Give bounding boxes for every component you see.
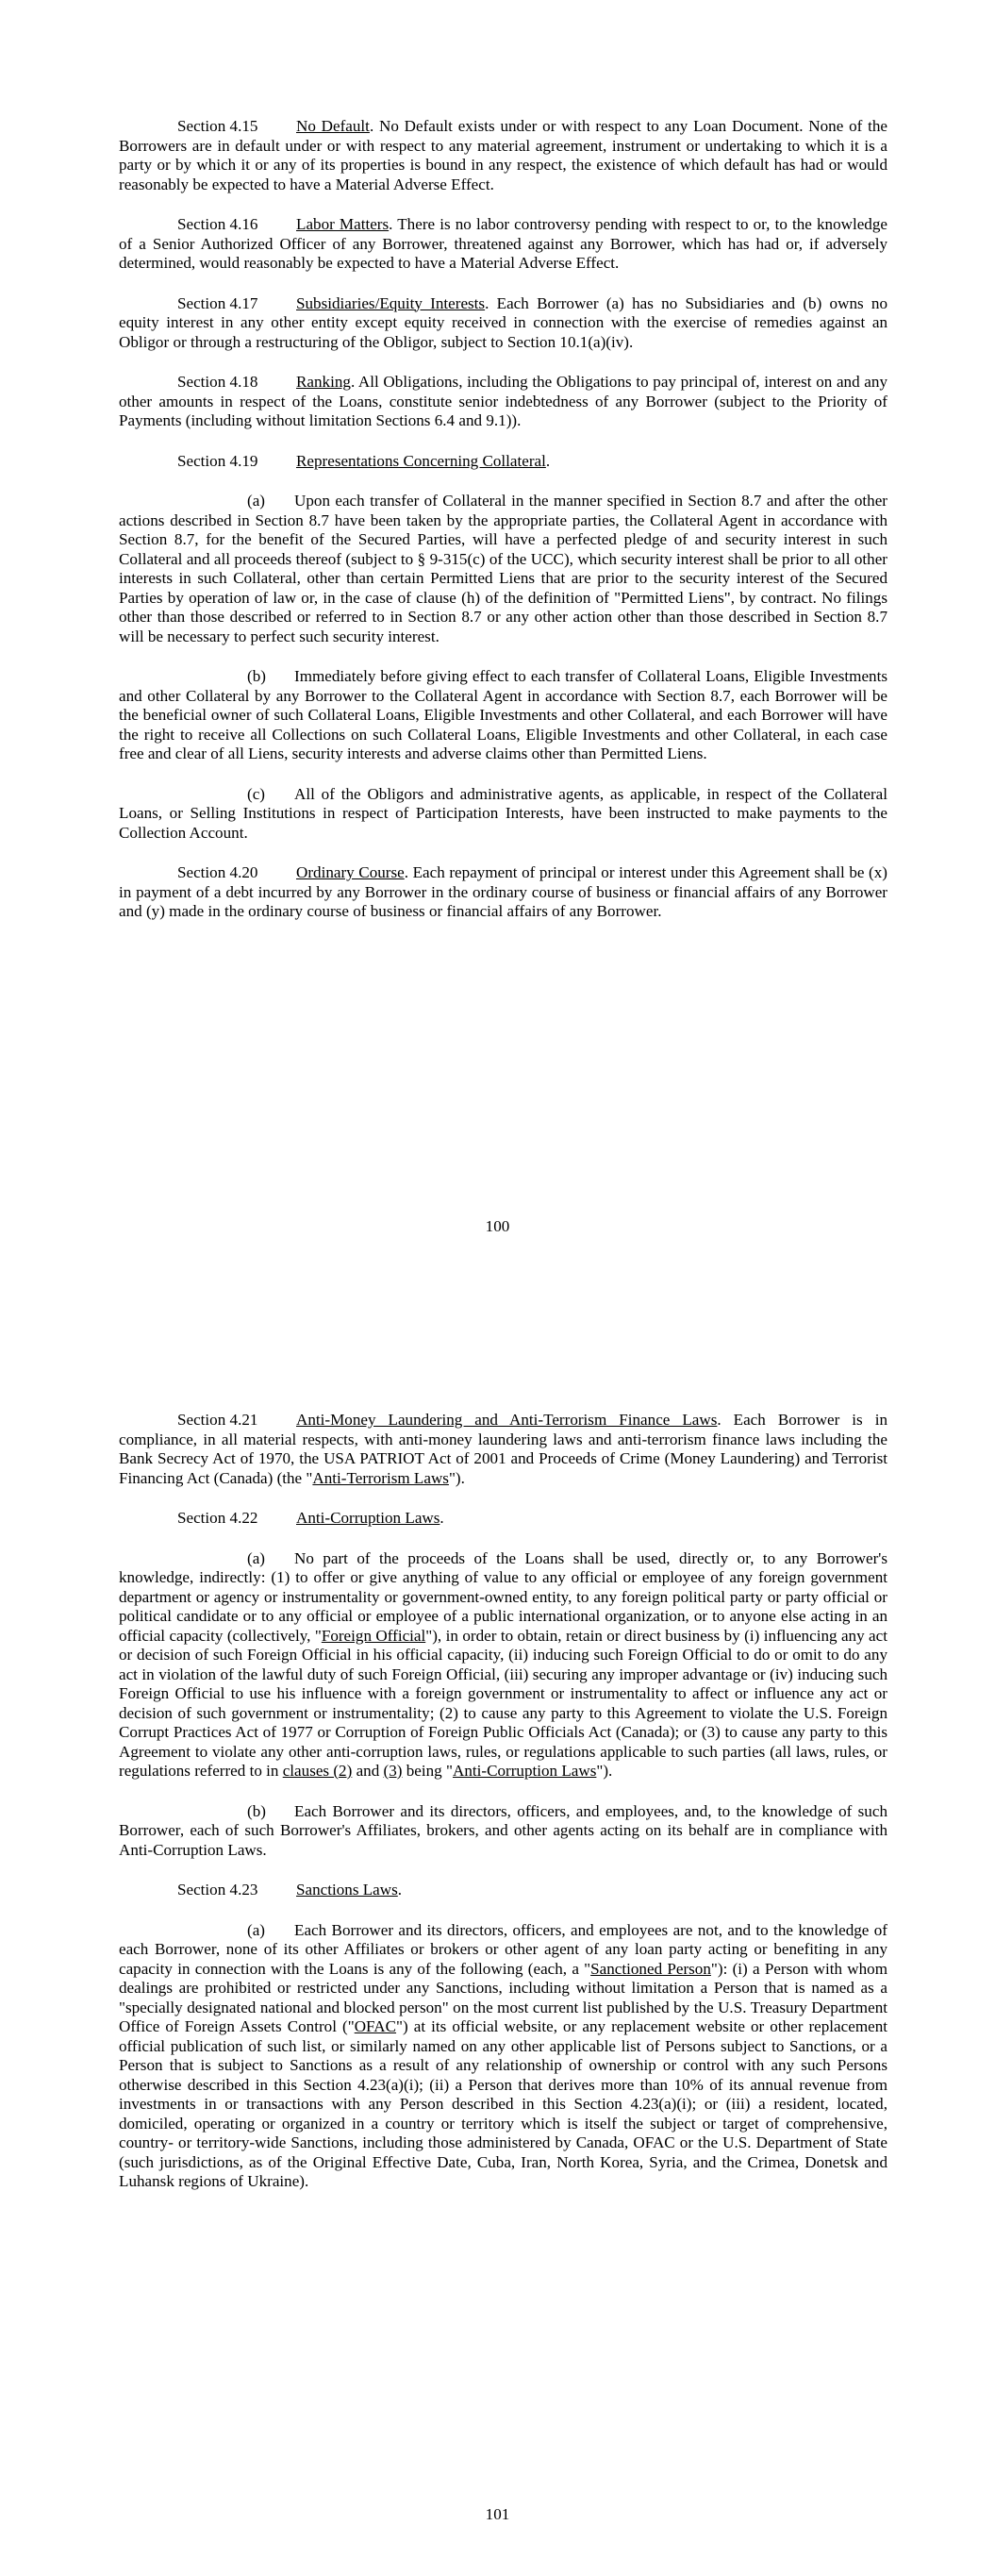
section-text: . Each Borrower is in compliance, in all material respects, with anti-money laundering laws and anti-terrorism finance laws including the Bank Secrecy Act of 1970, the USA PATRIOT Act of 2001 and Proceeds of Crime (Money Laundering) and Terrorist Financing Act (Canada) (the "	[119, 1411, 888, 1487]
section-4-23-heading	[119, 1881, 887, 1900]
defined-term: Anti-Corruption Laws	[452, 1762, 597, 1780]
section-4-15	[119, 117, 887, 194]
section-4-19-heading	[119, 452, 887, 472]
section-4-23-a	[119, 1921, 887, 2192]
clause-label: (a)	[247, 1920, 265, 1939]
clause-label: (c)	[247, 784, 265, 803]
defined-term: Anti-Terrorism Laws	[312, 1468, 449, 1487]
section-title: Ordinary Course	[296, 863, 405, 881]
section-4-19-a	[119, 492, 887, 646]
section-number: Section 4.16	[177, 215, 258, 233]
section-number: Section 4.22	[177, 1509, 258, 1527]
clause-text: Each Borrower and its directors, officers, and employees are not, and to the knowledge of each Borrower, none of its other Affiliates or brokers or other agent of any loan party acting or benefiting in any capacity in connection with the Loans is any of the following (each, a "	[119, 1920, 887, 1978]
section-title: Anti-Money Laundering and Anti-Terrorism Finance Laws	[296, 1411, 718, 1429]
clause-label: (a)	[247, 492, 265, 510]
section-number: Section 4.15	[177, 117, 258, 135]
section-4-20	[119, 863, 887, 922]
clause-reference: (3)	[383, 1762, 403, 1780]
defined-term: Foreign Official	[321, 1626, 426, 1645]
section-title-end: .	[439, 1509, 444, 1527]
section-4-22-b	[119, 1802, 887, 1861]
clause-text: No part of the proceeds of the Loans shall be used, directly or, to any Borrower's knowledge, indirectly: (1) to offer or give anything of value to any official or employee of any foreign government department or agency or instrumentality or government-owned entity, to any foreign political party or party official or political candidate or to any official or employee of a public international organization, or to anyone else acting in an official capacity (collectively, "	[119, 1548, 887, 1645]
section-title: Ranking	[296, 373, 351, 391]
clause-text: Each Borrower and its directors, officers, and employees, and, to the knowledge of such Borrower, each of such Borrower's Affiliates, brokers, and other agents acting on its behalf are in compliance with Anti-Corruption Laws.	[119, 1801, 887, 1859]
section-title: No Default	[296, 117, 370, 135]
clause-text: All of the Obligors and administrative agents, as applicable, in respect of the Collateral Loans, or Selling Institutions in respect of Participation Interests, have been instructed to make payments to the Collection Account.	[119, 784, 887, 842]
clause-label: (b)	[247, 1801, 266, 1820]
section-text: . There is no labor controversy pending with respect to or, to the knowledge of a Senior Authorized Officer of any Borrower, threatened against any Borrower, which has had or, if adversely determined, would reasonably be expected to have a Material Adverse Effect.	[119, 215, 887, 272]
clause-reference: clauses (2)	[282, 1762, 353, 1780]
section-4-16	[119, 215, 887, 274]
page-101	[0, 1288, 995, 2576]
section-number: Section 4.20	[177, 863, 258, 881]
section-title-end: .	[545, 451, 551, 470]
page-number: 100	[485, 1217, 510, 1235]
section-text: . Each repayment of principal or interest under this Agreement shall be (x) in payment of a debt incurred by any Borrower in the ordinary course of business or financial affairs of any Borrower and (y) made in the ordinary course of business or financial affairs of any Borrower.	[119, 863, 887, 920]
clause-text: ").	[596, 1762, 613, 1780]
section-4-19-c	[119, 785, 887, 844]
page-101-body	[119, 1411, 887, 2213]
page-100-body	[119, 117, 887, 943]
defined-term: OFAC	[354, 2017, 397, 2035]
page-number: 101	[485, 2505, 510, 2523]
section-number: Section 4.23	[177, 1881, 258, 1899]
section-4-18	[119, 373, 887, 431]
section-title: Subsidiaries/Equity Interests	[296, 293, 486, 312]
section-4-19-b	[119, 667, 887, 764]
clause-label: (b)	[247, 667, 266, 685]
section-title: Representations Concerning Collateral	[296, 451, 546, 470]
section-number: Section 4.21	[177, 1411, 258, 1429]
section-number: Section 4.18	[177, 373, 258, 391]
section-title: Sanctions Laws	[296, 1881, 398, 1899]
section-text: . All Obligations, including the Obligations to pay principal of, interest on and any other amounts in respect of the Loans, constitute senior indebtedness of any Borrower (subject to the Priority of Payments (including without limitation Sections 6.4 and 9.1)).	[119, 373, 887, 429]
section-number: Section 4.17	[177, 293, 258, 312]
clause-label: (a)	[247, 1548, 265, 1567]
section-title: Anti-Corruption Laws	[296, 1509, 440, 1527]
clause-text: Upon each transfer of Collateral in the manner specified in Section 8.7 and after the other actions described in Section 8.7 have been taken by the appropriate parties, the Collateral Agent in accordance with Section 8.7, for the benefit of the Secured Parties, will have a perfected pledge of and security interest in such Collateral and all proceeds thereof (subject to § 9-315(c) of the UCC), which security interest shall be prior to all other interests in such Collateral, other than certain Permitted Liens that are prior to the security interest of the Secured Parties by operation of law or, in the case of clause (h) of the definition of "Permitted Liens", by contract. No filings other than those described or referred to in Section 8.7 or any other action other than those described in Section 8.7 will be necessary to perfect such security interest.	[119, 492, 887, 645]
clause-text: "): (i) a Person with whom dealings are prohibited or restricted under any Sanctions, including without limitation a Person that is named as a "specially designated national and blocked person" on the most current list published by the U.S. Treasury Department Office of Foreign Assets Control ("	[119, 1959, 887, 2035]
clause-text: Immediately before giving effect to each transfer of Collateral Loans, Eligible Investments and other Collateral by any Borrower to the Collateral Agent in accordance with Section 8.7, each Borrower will be the beneficial owner of such Collateral Loans, Eligible Investments and other Collateral, and each Borrower will have the right to receive all Collections on such Collateral Loans, Eligible Investments and other Collateral, in each case free and clear of all Liens, security interests and adverse claims other than Permitted Liens.	[119, 667, 887, 762]
section-number: Section 4.19	[177, 451, 258, 470]
section-4-21	[119, 1411, 887, 1488]
clause-text: and	[352, 1762, 384, 1780]
section-text: . No Default exists under or with respect to any Loan Document. None of the Borrowers are in default under or with respect to any material agreement, instrument or undertaking to which it is a party or by which it or any of its properties is bound in any respect, the existence of which default has had or would reasonably be expected to have a Material Adverse Effect.	[119, 117, 887, 193]
section-text: ").	[448, 1468, 465, 1487]
section-4-17	[119, 294, 887, 353]
section-title-end: .	[397, 1881, 403, 1899]
section-title: Labor Matters	[296, 215, 390, 233]
clause-text: ") at its official website, or any replacement website or other replacement official publication of such list, or similarly named on any other applicable list of Persons subject to Sanctions, or a Person that is subject to Sanctions as a result of any relationship of ownership or control with any such Persons otherwise described in this Section 4.23(a)(i); (ii) a Person that derives more than 10% of its annual revenue from investments in or transactions with any Person described in this Section 4.23(a)(i); or (iii) a resident, located, domiciled, operating or organized in a country or territory which is itself the subject or target of comprehensive, country- or territory-wide Sanctions, including those administered by Canada, OFAC or the U.S. Department of State (such jurisdictions, as of the Original Effective Date, Cuba, Iran, North Korea, Syria, and the Crimea, Donetsk and Luhansk regions of Ukraine).	[119, 2017, 887, 2190]
clause-text: "), in order to obtain, retain or direct business by (i) influencing any act or decision of such Foreign Official in his official capacity, (ii) inducing such Foreign Official to do or omit to do any act in violation of the lawful duty of such Foreign Official, (iii) securing any improper advantage or (iv) inducing such Foreign Official to use his influence with a foreign government or instrumentality to affect or influence any act or decision of such government or instrumentality; (2) to cause any party to this Agreement to violate the U.S. Foreign Corrupt Practices Act of 1977 or Corruption of Foreign Public Officials Act (Canada); or (3) to cause any party to this Agreement to violate any other anti-corruption laws, rules, or regulations applicable to such parties (all laws, rules, or regulations referred to in	[119, 1626, 887, 1780]
section-4-22-a	[119, 1549, 887, 1781]
defined-term: Sanctioned Person	[590, 1959, 711, 1978]
section-4-22-heading	[119, 1509, 887, 1529]
section-text: . Each Borrower (a) has no Subsidiaries and (b) owns no equity interest in any other entity except equity received in connection with the exercise of remedies against an Obligor or through a restructuring of the Obligor, subject to Section 10.1(a)(iv).	[119, 293, 888, 351]
clause-text: being "	[402, 1762, 453, 1780]
